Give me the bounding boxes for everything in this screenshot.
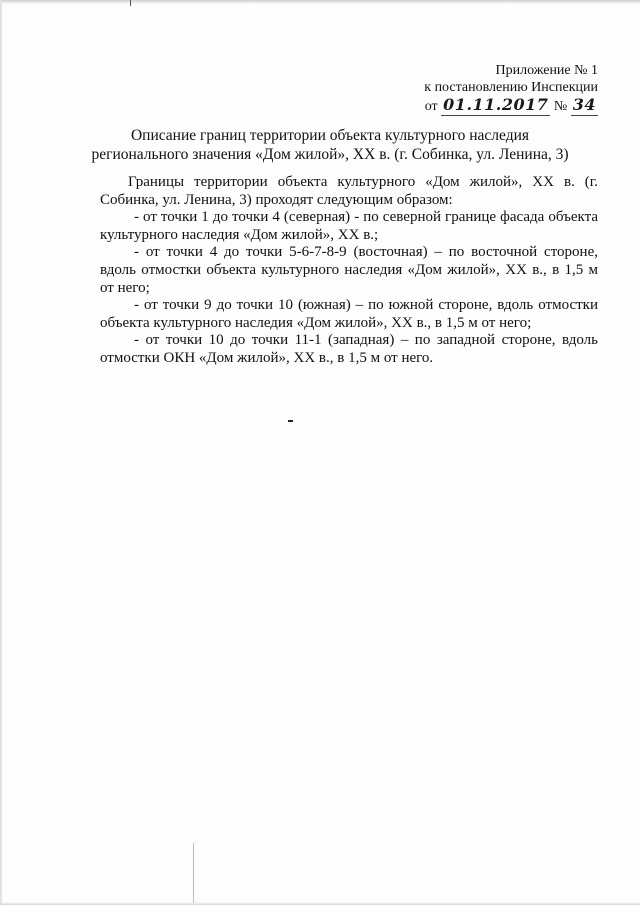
- number-prefix: №: [553, 99, 568, 114]
- boundary-item-south: - от точки 9 до точки 10 (южная) – по южной стороне, вдоль отмостки объекта культурного наследия «Дом жилой», XX в., в 1,5 м от него;: [100, 297, 598, 331]
- document-title: [80, 126, 580, 164]
- scan-edge-left: [0, 0, 2, 905]
- scan-mark-bottom: [193, 843, 194, 903]
- appendix-header: [424, 62, 598, 116]
- handwritten-date: 01.11.2017: [443, 95, 549, 114]
- date-field: [441, 96, 550, 116]
- stray-mark: [288, 420, 293, 422]
- title-line-2: регионального значения «Дом жилой», XX в. (г. Собинка, ул. Ленина, 3): [91, 146, 569, 163]
- number-field: [571, 96, 598, 116]
- appendix-number: Приложение № 1: [495, 63, 598, 78]
- intro-paragraph: Границы территории объекта культурного «Дом жилой», XX в. (г. Собинка, ул. Ленина, 3) проходят следующим образом:: [100, 174, 598, 208]
- scan-edge-top: [0, 0, 640, 4]
- boundary-item-west: - от точки 10 до точки 11-1 (западная) – по западной стороне, вдоль отмостки ОКН «Дом жилой», XX в., в 1,5 м от него.: [100, 332, 598, 366]
- scan-mark-top: [130, 0, 131, 6]
- document-body: [100, 174, 598, 368]
- handwritten-number: 34: [572, 95, 596, 114]
- boundary-item-east: - от точки 4 до точки 5-6-7-8-9 (восточная) – по восточной стороне, вдоль отмостки объекта культурного наследия «Дом жилой», XX в., в 1,5 м от него;: [100, 244, 598, 296]
- date-prefix: от: [424, 99, 438, 114]
- appendix-reference: к постановлению Инспекции: [424, 80, 598, 95]
- title-line-1: Описание границ территории объекта культурного наследия: [130, 127, 530, 144]
- appendix-date-line: [424, 96, 598, 116]
- boundary-item-north: - от точки 1 до точки 4 (северная) - по северной границе фасада объекта культурного наследия «Дом жилой», XX в.;: [100, 209, 598, 243]
